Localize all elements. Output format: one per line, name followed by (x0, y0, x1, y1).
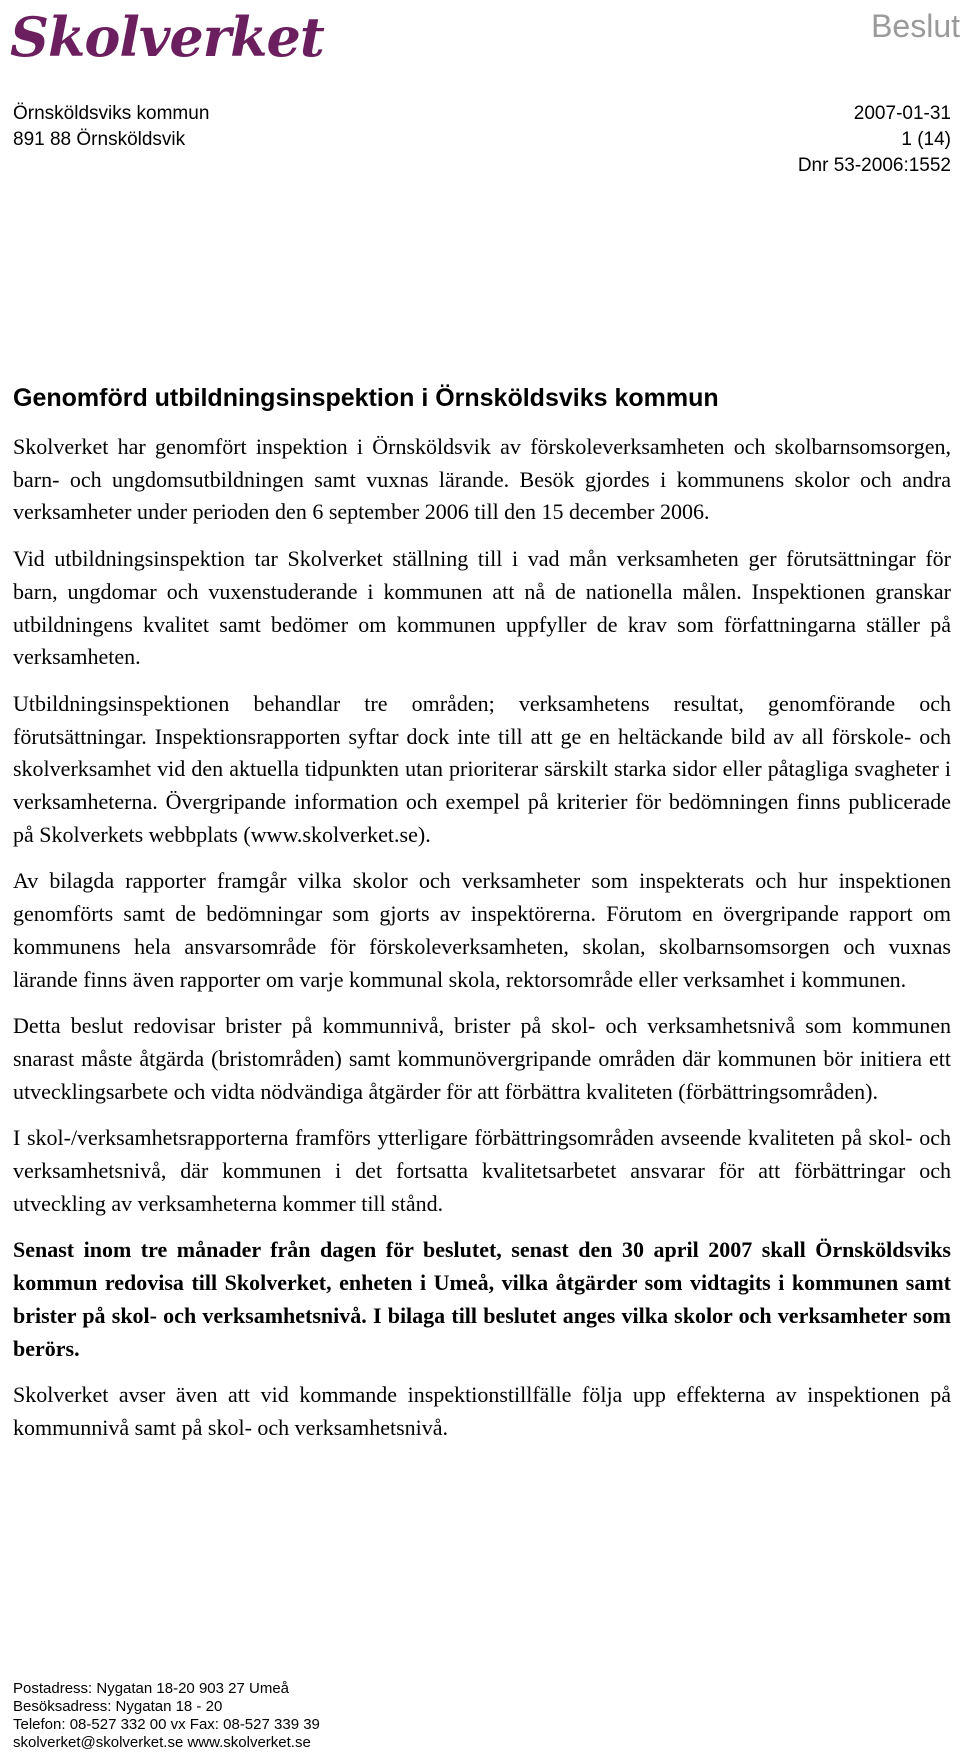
body-paragraph-3: Utbildningsinspektionen behandlar tre områden; verksamhetens resultat, genomförande och förutsättningar. Inspektionsrapporten syftar dock inte till att ge en heltäckande bild av all förskole- och skolverksamhet vid den aktuella tidpunkten utan prioriterar särskilt starka sidor eller påtagliga svagheter i verksamheterna. Övergripande information och exempel på kriterier för bedömningen finns publicerade på Skolverkets webbplats (www.skolverket.se). (13, 690, 951, 847)
document-body (13, 431, 951, 1459)
footer-visiting-address: Besöksadress: Nygatan 18 - 20 (13, 1698, 223, 1715)
document-meta (551, 101, 951, 179)
footer-contact (13, 1680, 713, 1752)
diary-number: Dnr 53-2006:1552 (797, 155, 951, 176)
footer-postal-address: Postadress: Nygatan 18-20 903 27 Umeå (13, 1680, 289, 1697)
body-paragraph-8: Skolverket avser även att vid kommande inspektionstillfälle följa upp effekterna av inspektionen på kommunnivå samt på skol- och verksamhetsnivå. (13, 1382, 951, 1440)
page-number: 1 (14) (901, 129, 951, 150)
body-paragraph-5: Detta beslut redovisar brister på kommunnivå, brister på skol- och verksamhetsnivå som kommunen snarast måste åtgärda (bristområden) samt kommunövergripande områden där kommunen bör initiera ett utvecklingsarbete och vidta nödvändiga åtgärder för att förbättra kvaliteten (förbättringsområden). (13, 1013, 951, 1104)
document-type-label: Beslut (871, 8, 960, 44)
document-title: Genomförd utbildningsinspektion i Örnsköldsviks kommun (13, 384, 719, 412)
recipient-address (13, 101, 413, 153)
body-paragraph-4: Av bilagda rapporter framgår vilka skolor och verksamheter som inspekterats och hur inspektionen genomförts samt de bedömningar som gjorts av inspektörerna. Förutom en övergripande rapport om kommunens hela ansvarsområde för förskoleverksamheten, skolan, skolbarnsomsorgen och vuxnas lärande finns även rapporter om varje kommunal skola, rektorsområde eller verksamhet i kommunen. (13, 868, 951, 992)
recipient-line-2: 891 88 Örnsköldsvik (13, 129, 186, 150)
footer-phone-fax: Telefon: 08-527 332 00 vx Fax: 08-527 339 39 (13, 1716, 320, 1733)
document-date: 2007-01-31 (853, 103, 951, 124)
body-paragraph-6: I skol-/verksamhetsrapporterna framförs ytterligare förbättringsområden avseende kvaliteten på skol- och verksamhetsnivå, där kommunen i det fortsatta kvalitetsarbetet ansvarar för att förbättringar och utveckling av verksamheterna kommer till stånd. (13, 1125, 951, 1216)
body-paragraph-2: Vid utbildningsinspektion tar Skolverket ställning till i vad mån verksamheten ger förutsättningar för barn, ungdomar och vuxenstuderande i kommunen att nå de nationella målen. Inspektionen granskar utbildningens kvalitet samt bedömer om kommunen uppfyller de krav som författningarna ställer på verksamheten. (13, 546, 951, 670)
skolverket-logo: Skolverket (10, 5, 324, 69)
recipient-line-1: Örnsköldsviks kommun (13, 103, 210, 124)
footer-email-web: skolverket@skolverket.se www.skolverket.se (13, 1734, 311, 1751)
deadline-paragraph: Senast inom tre månader från dagen för beslutet, senast den 30 april 2007 skall Örnsköldsviks kommun redovisa till Skolverket, enheten i Umeå, vilka åtgärder som vidtagits i kommunen samt brister på skol- och verksamhetsnivå. I bilaga till beslutet anges vilka skolor och verksamheter som berörs. (13, 1237, 951, 1361)
body-paragraph-1: Skolverket har genomfört inspektion i Örnsköldsvik av förskoleverksamheten och skolbarnsomsorgen, barn- och ungdomsutbildningen samt vuxnas lärande. Besök gjordes i kommunens skolor och andra verksamheter under perioden den 6 september 2006 till den 15 december 2006. (13, 434, 951, 525)
